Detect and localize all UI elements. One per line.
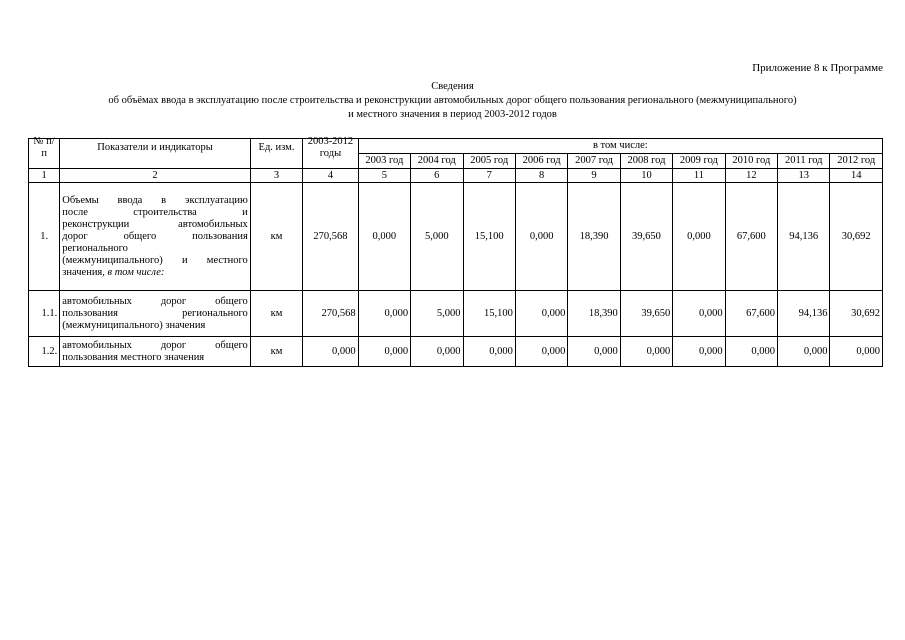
row-value: 67,600 [725,291,777,337]
column-index: 6 [411,169,463,183]
roads-commissioning-table [28,135,883,367]
column-index: 5 [358,169,410,183]
heading-line-1: Сведения [431,81,474,92]
row-value: 15,100 [463,291,515,337]
row-value: 0,000 [358,337,410,367]
row-unit: км [250,291,302,337]
column-index: 10 [620,169,672,183]
header-year: 2005 год [463,154,515,169]
row-num: 1.1. [29,291,60,337]
header-year: 2010 год [725,154,777,169]
column-index: 11 [673,169,725,183]
row-value: 0,000 [568,337,620,367]
document-heading [0,80,905,122]
row-value: 39,650 [620,291,672,337]
header-year: 2006 год [515,154,567,169]
column-index: 2 [60,169,251,183]
row-value: 0,000 [673,337,725,367]
row-indicator: Объемы ввода в эксплуатацию после строительства и реконструкции автомобильных дорог общего пользования регионального (межмуниципального) и местного значения, в том числе: [60,183,251,291]
table-row [29,337,883,367]
column-index: 13 [778,169,830,183]
row-unit: км [250,337,302,367]
header-year: 2011 год [778,154,830,169]
row-value: 5,000 [411,291,463,337]
row-unit: км [250,183,302,291]
row-value: 94,136 [778,291,830,337]
column-index-row [29,169,883,183]
row-value: 0,000 [515,183,567,291]
row-indicator: автомобильных дорог общего пользования местного значения [60,337,251,367]
column-index: 7 [463,169,515,183]
column-index: 3 [250,169,302,183]
row-value: 94,136 [778,183,830,291]
row-value: 0,000 [673,291,725,337]
row-total: 270,568 [303,291,358,337]
table-row [29,291,883,337]
header-total: 2003-2012 годы [303,139,358,169]
header-year: 2009 год [673,154,725,169]
column-index: 14 [830,169,883,183]
row-value: 0,000 [515,291,567,337]
row-value: 0,000 [515,337,567,367]
column-index: 8 [515,169,567,183]
row-value: 0,000 [725,337,777,367]
row-total: 270,568 [303,183,358,291]
row-value: 30,692 [830,183,883,291]
header-year: 2003 год [358,154,410,169]
row-value: 0,000 [673,183,725,291]
row-value: 15,100 [463,183,515,291]
row-value: 0,000 [620,337,672,367]
row-value: 0,000 [358,291,410,337]
row-value: 0,000 [411,337,463,367]
row-num: 1.2. [29,337,60,367]
header-row-1 [29,139,883,154]
row-value: 18,390 [568,183,620,291]
row-total: 0,000 [303,337,358,367]
header-unit: Ед. изм. [250,139,302,169]
header-year: 2004 год [411,154,463,169]
header-year: 2012 год [830,154,883,169]
row-value: 30,692 [830,291,883,337]
heading-line-2: об объёмах ввода в эксплуатацию после строительства и реконструкции автомобильных дорог общего пользования регионального (межмуниципального) [108,95,797,106]
row-value: 18,390 [568,291,620,337]
row-value: 0,000 [830,337,883,367]
header-including: в том числе: [358,139,882,154]
appendix-label: Приложение 8 к Программе [752,62,883,74]
header-num: № п/п [29,139,60,169]
row-value: 67,600 [725,183,777,291]
row-indicator: автомобильных дорог общего пользования регионального (межмуниципального) значения [60,291,251,337]
row-value: 0,000 [463,337,515,367]
header-year: 2008 год [620,154,672,169]
row-value: 5,000 [411,183,463,291]
row-value: 39,650 [620,183,672,291]
column-index: 9 [568,169,620,183]
table-row [29,183,883,291]
column-index: 12 [725,169,777,183]
row-num: 1. [29,183,60,291]
heading-line-3: и местного значения в период 2003-2012 годов [348,109,557,120]
header-indicator: Показатели и индикаторы [60,139,251,169]
column-index: 4 [303,169,358,183]
row-value: 0,000 [778,337,830,367]
row-value: 0,000 [358,183,410,291]
header-year: 2007 год [568,154,620,169]
column-index: 1 [29,169,60,183]
